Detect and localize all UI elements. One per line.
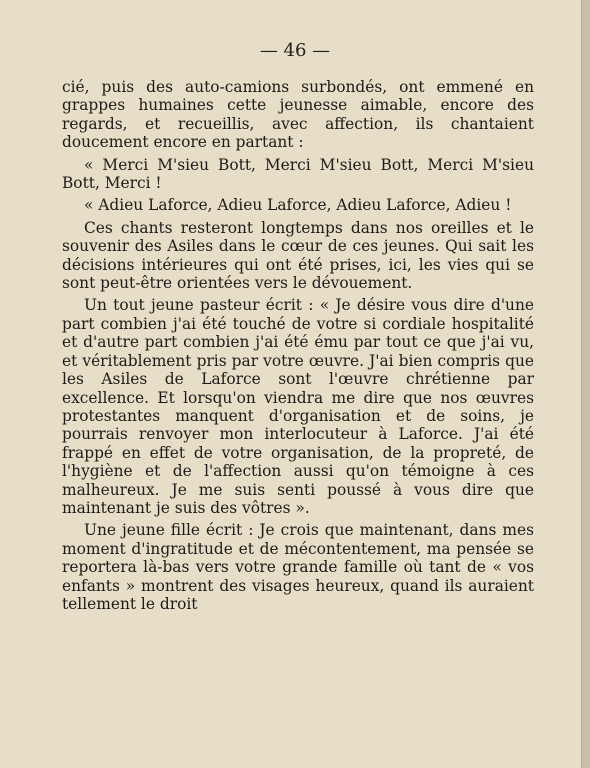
page-edge bbox=[581, 0, 590, 768]
paragraph-jeune-fille: Une jeune fille écrit : Je crois que maintenant, dans mes moment d'ingratitude et de mécontentement, ma pensée se reportera là-bas vers votre grande famille où tant de « vos enfants » montrent des visages heureux, quand ils auraient tellement le droit bbox=[62, 521, 534, 613]
paragraph-pasteur: Un tout jeune pasteur écrit : « Je désire vous dire d'une part combien j'ai été touché de votre si cordiale hospitalité et d'autre part combien j'ai été ému par tout ce que j'ai vu, et véritablement pris par votre œuvre. J'ai bien compris que les Asiles de Laforce sont l'œuvre chrétienne par excellence. Et lorsqu'on viendra me dire que nos œuvres protestantes manquent d'organisation et de soins, je pourrais renvoyer mon interlocuteur à Laforce. J'ai été frappé en effet de votre organisation, de la propreté, de l'hygiène et de l'affection aussi qu'on témoigne à ces malheureux. Je me suis senti poussé à vous dire que maintenant je suis des vôtres ». bbox=[62, 296, 534, 517]
body-text bbox=[62, 78, 534, 617]
paragraph-song-merci: « Merci M'sieu Bott, Merci M'sieu Bott, Merci M'sieu Bott, Merci ! bbox=[62, 155, 534, 193]
page-number: — 46 — bbox=[259, 40, 331, 61]
paragraph-continuation: cié, puis des auto-camions surbondés, ont emmené en grappes humaines cette jeunesse aimable, encore des regards, et recueillis, avec affection, ils chantaient doucement encore en partant : bbox=[62, 78, 534, 152]
paragraph-chants: Ces chants resteront longtemps dans nos oreilles et le souvenir des Asiles dans le cœur de ces jeunes. Qui sait les décisions intérieures qui ont été prises, ici, les vies qui se sont peut-être orientées vers le dévouement. bbox=[62, 218, 534, 293]
paragraph-song-adieu: « Adieu Laforce, Adieu Laforce, Adieu Laforce, Adieu ! bbox=[84, 196, 512, 215]
